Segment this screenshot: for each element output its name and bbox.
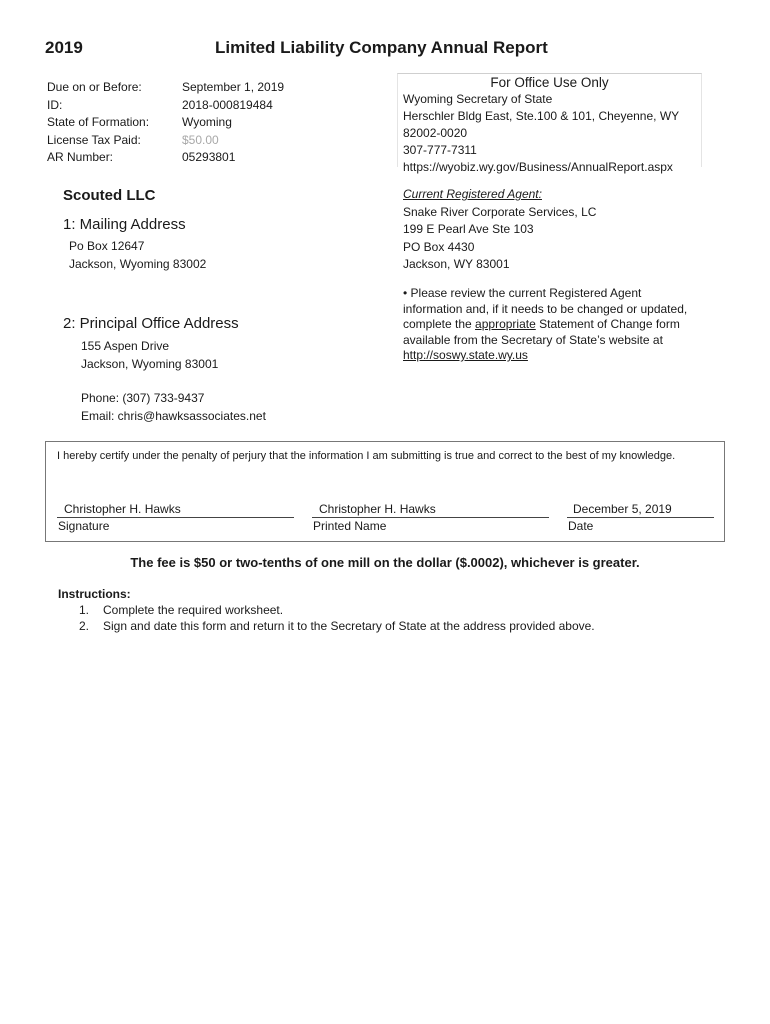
agent-line-3: Jackson, WY 83001 bbox=[403, 257, 510, 271]
agent-line-2: PO Box 4430 bbox=[403, 239, 475, 254]
filing-info bbox=[47, 79, 284, 167]
info-value: 05293801 bbox=[182, 150, 236, 164]
contact-phone: Phone: (307) 733-9437 bbox=[81, 391, 205, 405]
mailing-line-2: Jackson, Wyoming 83002 bbox=[69, 256, 207, 271]
info-row-state bbox=[47, 114, 284, 132]
sos-website-link[interactable]: http://soswy.state.wy.us bbox=[403, 348, 528, 362]
agent-name: Snake River Corporate Services, LC bbox=[403, 204, 597, 219]
info-label: Due on or Before: bbox=[47, 80, 142, 94]
signature-line bbox=[57, 517, 294, 518]
info-label: ID: bbox=[47, 97, 63, 112]
note-appropriate-text: appropriate bbox=[475, 317, 536, 331]
info-value: Wyoming bbox=[182, 115, 232, 129]
company-name: Scouted LLC bbox=[63, 187, 156, 204]
signature-label: Signature bbox=[58, 519, 110, 533]
date-line bbox=[567, 517, 714, 518]
agent-review-note bbox=[403, 286, 703, 364]
info-value: September 1, 2019 bbox=[182, 80, 285, 94]
instructions bbox=[58, 586, 595, 634]
agent-heading: Current Registered Agent: bbox=[403, 187, 542, 201]
list-item bbox=[58, 602, 595, 618]
note-text: • Please review the current Registered Agent information and, if it needs to be changed or updated, complete the bbox=[403, 286, 688, 331]
signature-value[interactable]: Christopher H. Hawks bbox=[64, 502, 181, 516]
mailing-line-1: Po Box 12647 bbox=[69, 239, 145, 253]
date-value[interactable]: December 5, 2019 bbox=[573, 502, 672, 516]
printed-name-label: Printed Name bbox=[313, 519, 387, 533]
office-use-details bbox=[403, 91, 700, 176]
list-item-number: 1. bbox=[78, 603, 89, 617]
list-item-number: 2. bbox=[78, 619, 89, 633]
report-year: 2019 bbox=[45, 38, 83, 57]
list-item-text: Sign and date this form and return it to the Secretary of State at the address provided above. bbox=[103, 619, 595, 633]
office-url: https://wyobiz.wy.gov/Business/AnnualReport.aspx bbox=[403, 160, 673, 174]
info-value: 2018-000819484 bbox=[182, 97, 273, 112]
list-item-text: Complete the required worksheet. bbox=[103, 603, 284, 617]
fee-statement: The fee is $50 or two-tenths of one mill on the dollar ($.0002), whichever is greater. bbox=[130, 555, 640, 570]
principal-line-2: Jackson, Wyoming 83001 bbox=[81, 356, 219, 371]
registered-agent bbox=[403, 186, 596, 274]
agent-line-1: 199 E Pearl Ave Ste 103 bbox=[403, 222, 534, 236]
page-title: Limited Liability Company Annual Report bbox=[215, 38, 548, 57]
instructions-heading: Instructions: bbox=[58, 587, 131, 601]
info-row-due bbox=[47, 79, 284, 97]
info-row-id bbox=[47, 97, 284, 115]
contact-info bbox=[81, 390, 266, 425]
info-label: License Tax Paid: bbox=[47, 132, 141, 147]
info-value: $50.00 bbox=[182, 132, 219, 147]
printed-name-value[interactable]: Christopher H. Hawks bbox=[319, 502, 436, 516]
info-row-tax bbox=[47, 132, 284, 150]
office-name: Wyoming Secretary of State bbox=[403, 92, 553, 106]
principal-address-heading: 2: Principal Office Address bbox=[63, 315, 239, 332]
note-text-2: Statement of Change form available from the Secretary of State’s website at bbox=[403, 317, 680, 347]
printed-name-line bbox=[312, 517, 549, 518]
mailing-address bbox=[69, 238, 206, 273]
office-address: Herschler Bldg East, Ste.100 & 101, Cheyenne, WY 82002-0020 bbox=[403, 109, 679, 140]
certification-text: I hereby certify under the penalty of perjury that the information I am submitting is true and correct to the best of my knowledge. bbox=[57, 450, 676, 462]
mailing-address-heading: 1: Mailing Address bbox=[63, 216, 186, 233]
info-row-ar bbox=[47, 149, 284, 167]
contact-email: Email: chris@hawksassociates.net bbox=[81, 408, 266, 423]
list-item bbox=[58, 618, 595, 634]
info-label: AR Number: bbox=[47, 150, 114, 164]
office-use-title: For Office Use Only bbox=[490, 75, 609, 90]
info-label: State of Formation: bbox=[47, 115, 150, 129]
office-phone: 307-777-7311 bbox=[403, 143, 477, 157]
principal-line-1: 155 Aspen Drive bbox=[81, 339, 170, 353]
principal-address bbox=[81, 338, 218, 373]
date-label: Date bbox=[568, 519, 594, 533]
